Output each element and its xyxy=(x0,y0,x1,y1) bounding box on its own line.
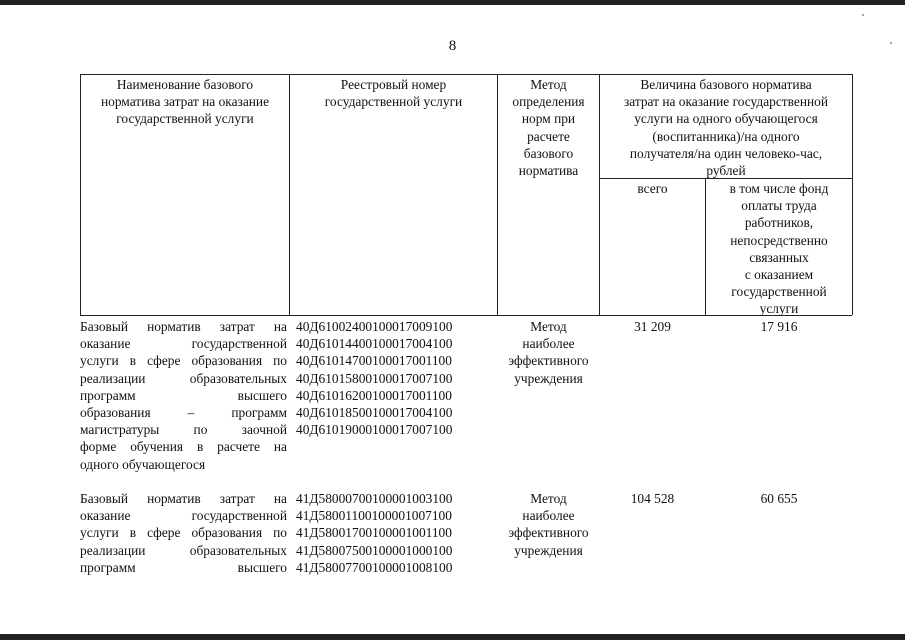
table-row-1-codes: 40Д61002400100017009100 40Д61014400100017004100 40Д61014700100017001100 40Д61015800100017007100 40Д61016200100017001100 40Д61018500100017004100 40Д61019000100017007100 xyxy=(296,319,453,438)
table-row-1-name: Базовый норматив затрат на оказание государственной услуги в сфере образования по реализации образовательных программ высшего образования – программ магистратуры по заочной форме обучения в расчете на одного обучающегося xyxy=(80,319,287,472)
table-row-1-payroll: 17 916 xyxy=(760,319,798,334)
col-border xyxy=(852,74,853,315)
header-method-column: Метод определения норм при расчете базового норматива xyxy=(512,77,585,179)
header-total-column: всего xyxy=(637,181,668,196)
header-value-column: Величина базового норматива затрат на оказание государственной услуги на одного обучающегося (воспитанника)/на одного получателя/на один человеко-час, рублей xyxy=(623,77,829,179)
table-row-2-total: 104 528 xyxy=(630,491,675,506)
col-border xyxy=(289,74,290,315)
table-row-2-payroll: 60 655 xyxy=(760,491,798,506)
header-name-column: Наименование базового норматива затрат на оказание государственной услуги xyxy=(100,77,270,127)
page-number: 8 xyxy=(448,38,457,54)
col-border xyxy=(705,178,706,315)
col-border xyxy=(80,74,81,315)
scan-edge-top xyxy=(0,0,905,5)
table-row-1-method: Метод наиболее эффективного учреждения xyxy=(508,319,589,386)
scan-edge-bottom xyxy=(0,634,905,640)
header-payroll-column: в том числе фонд оплаты труда работников, непосредственно связанных с оказанием государственной услуги xyxy=(729,181,829,317)
table-row-2-method: Метод наиболее эффективного учреждения xyxy=(508,491,589,558)
table-row-1-total: 31 209 xyxy=(634,319,671,334)
table-row-2-name: Базовый норматив затрат на оказание государственной услуги в сфере образования по реализации образовательных программ высшего xyxy=(80,491,287,575)
header-registry-column: Реестровый номер государственной услуги xyxy=(324,77,463,110)
table-top-border xyxy=(80,74,852,75)
table-row-2-codes: 41Д58000700100001003100 41Д58001100100001007100 41Д58001700100001001100 41Д58007500100001000100 41Д58007700100001008100 xyxy=(296,491,453,575)
col-border xyxy=(497,74,498,315)
col-border xyxy=(599,74,600,315)
scan-speck xyxy=(862,14,864,16)
